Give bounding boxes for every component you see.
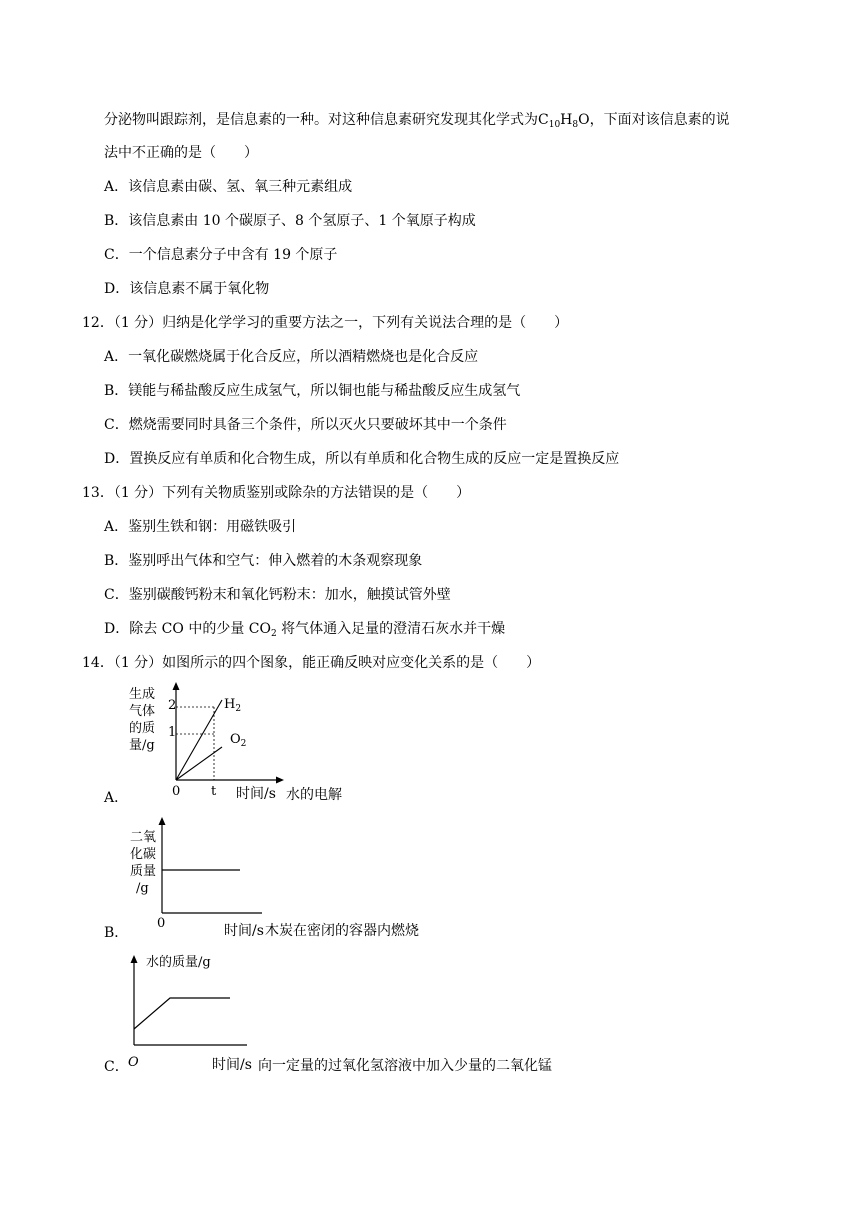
graph-c-origin: O bbox=[128, 1055, 139, 1070]
graph-c-letter: C． bbox=[104, 1059, 129, 1075]
graph-b-ylabel-3: 质量 bbox=[130, 864, 157, 879]
graph-a-x-arrow bbox=[276, 777, 284, 784]
q11-stem-line1: 分泌物叫跟踪剂，是信息素的一种。对这种信息素研究发现其化学式为$C_{10}H_8O$，下面对该信息素的说 bbox=[104, 112, 730, 130]
graph-c-ylabel: 水的质量/g bbox=[146, 955, 211, 970]
q11-formula: $C_{10}H_8O$ bbox=[538, 112, 590, 130]
graph-a-h2-line bbox=[176, 700, 222, 780]
q14-stem: 14．（1 分）如图所示的四个图象，能正确反映对应变化关系的是（ ） bbox=[82, 655, 541, 671]
graph-b-letter: B． bbox=[104, 925, 129, 941]
q12-option-a: A．一氧化碳燃烧属于化合反应，所以酒精燃烧也是化合反应 bbox=[104, 349, 479, 365]
graph-b-origin: 0 bbox=[157, 916, 166, 931]
graph-a-h2-label: $H_2$ bbox=[224, 697, 242, 714]
graph-a-o2-line bbox=[176, 747, 222, 780]
q11-option-d: D．该信息素不属于氧化物 bbox=[104, 281, 270, 297]
graph-b-plot bbox=[150, 815, 270, 920]
q12-option-b: B．镁能与稀盐酸反应生成氢气，所以铜也能与稀盐酸反应生成氢气 bbox=[104, 383, 521, 399]
q11-option-a: A．该信息素由碳、氢、氧三种元素组成 bbox=[104, 179, 353, 195]
q12-option-c: C．燃烧需要同时具备三个条件，所以灭火只要破坏其中一个条件 bbox=[104, 417, 507, 433]
q12-stem: 12．（1 分）归纳是化学学习的重要方法之一，下列有关说法合理的是（ ） bbox=[82, 315, 569, 331]
graph-c-y-arrow bbox=[131, 955, 138, 963]
graph-a-letter: A． bbox=[104, 790, 129, 806]
q11-stem-line2: 法中不正确的是（ ） bbox=[104, 145, 258, 161]
graph-a-caption: 水的电解 bbox=[286, 787, 342, 803]
graph-a-tick-1: 1 bbox=[168, 725, 177, 740]
graph-b-y-arrow bbox=[159, 817, 166, 825]
graph-c-caption: 向一定量的过氧化氢溶液中加入少量的二氧化锰 bbox=[258, 1058, 552, 1074]
graph-b-ylabel-2: 化碳 bbox=[130, 847, 157, 862]
q13-stem: 13．（1 分）下列有关物质鉴别或除杂的方法错误的是（ ） bbox=[82, 485, 471, 501]
q11-option-c: C．一个信息素分子中含有 19 个原子 bbox=[104, 247, 338, 263]
graph-a-tick-t: t bbox=[211, 784, 217, 799]
q13-option-d: D．除去 CO 中的少量 $CO_2$ 将气体通入足量的澄清石灰水并干燥 bbox=[104, 621, 506, 639]
graph-a-o2-label: $O_2$ bbox=[230, 732, 247, 749]
graph-a-xlabel: 时间/s bbox=[236, 786, 276, 802]
q13-option-b: B．鉴别呼出气体和空气：伸入燃着的木条观察现象 bbox=[104, 553, 423, 569]
graph-c-series-line bbox=[134, 998, 230, 1029]
q11-option-b: B．该信息素由 10 个碳原子、8 个氢原子、1 个氧原子构成 bbox=[104, 213, 476, 229]
graph-c-xlabel: 时间/s bbox=[212, 1057, 252, 1073]
q13-option-c: C．鉴别碳酸钙粉末和氧化钙粉末：加水，触摸试管外壁 bbox=[104, 587, 451, 603]
graph-b-caption: 木炭在密闭的容器内燃烧 bbox=[265, 923, 419, 939]
q12-option-d: D．置换反应有单质和化合物生成，所以有单质和化合物生成的反应一定是置换反应 bbox=[104, 451, 620, 467]
q13-option-a: A．鉴别生铁和钢：用磁铁吸引 bbox=[104, 519, 297, 535]
graph-a-y-arrow bbox=[173, 682, 180, 690]
graph-a-ylabel-4: 量/g bbox=[129, 738, 155, 753]
graph-a-ylabel-3: 的质 bbox=[129, 721, 156, 736]
graph-b-ylabel-4: /g bbox=[136, 881, 149, 896]
graph-a-origin: 0 bbox=[172, 784, 181, 799]
graph-a-ylabel-2: 气体 bbox=[129, 704, 156, 719]
graph-a-ylabel-1: 生成 bbox=[129, 687, 156, 702]
graph-b-xlabel: 时间/s bbox=[224, 923, 264, 939]
graph-b-ylabel-1: 二氧 bbox=[130, 830, 157, 845]
graph-a-tick-2: 2 bbox=[168, 698, 177, 713]
